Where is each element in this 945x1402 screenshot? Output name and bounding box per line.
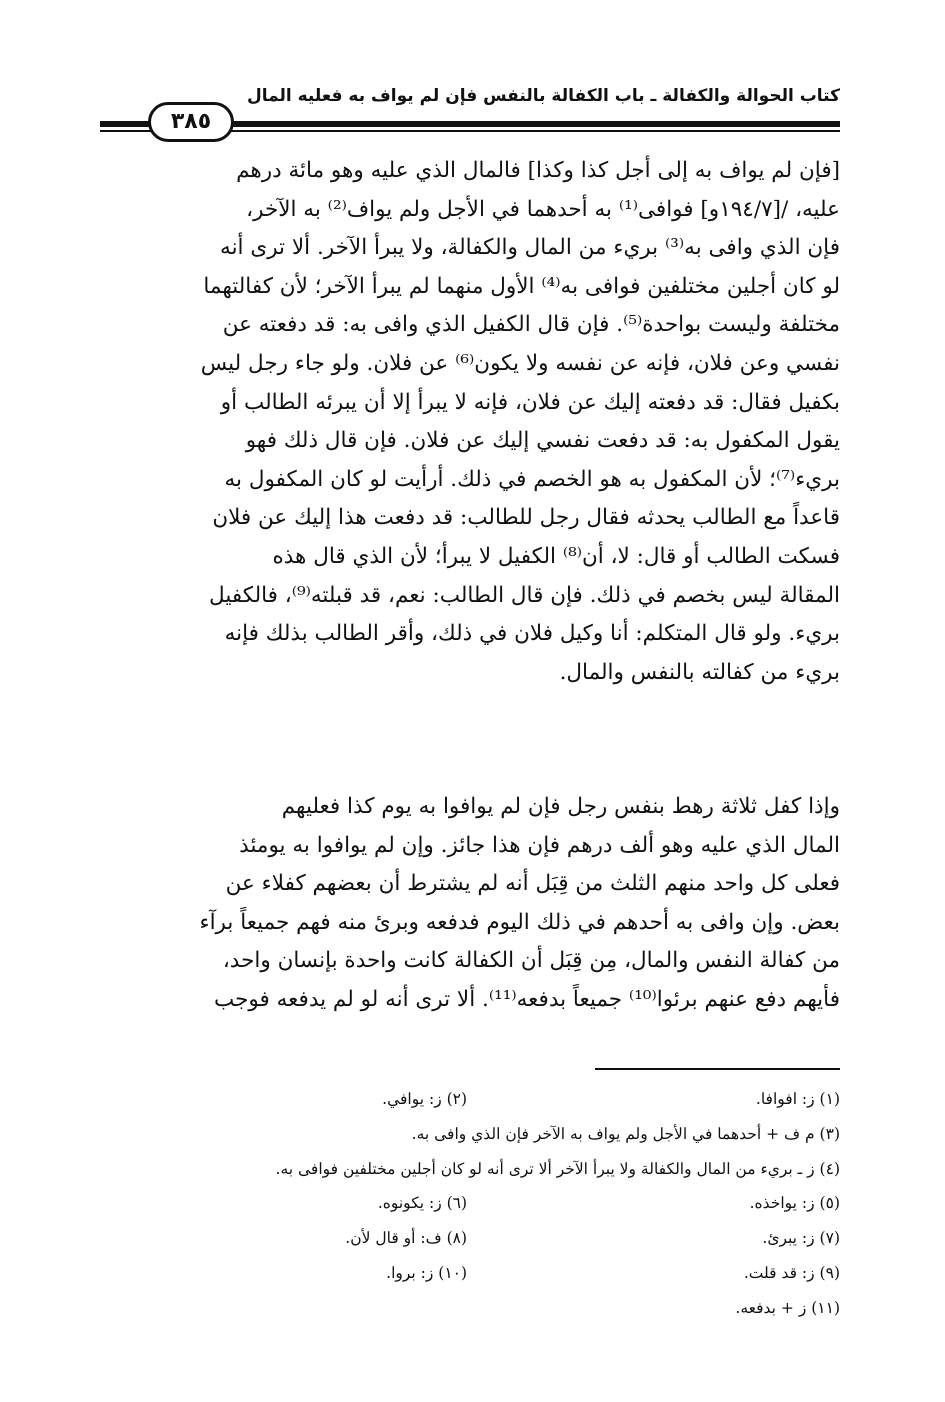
page-number: ٣٨٥ [148,102,234,142]
text-line: مختلفة وليست بواحدة⁽⁵⁾. فإن قال الكفيل الذي وافى به: قد دفعته عن [222,312,840,338]
text-line: بريء من كفالته بالنفس والمال. [559,659,840,685]
text-line: فأيهم دفع عنهم برئوا⁽¹⁰⁾ جميعاً بدفعه⁽¹¹⁾. ألا ترى أنه لو لم يدفعه فوجب [214,986,840,1012]
footnote-8: (٨) ف: أو قال لأن. [345,1229,468,1248]
footnote-row [100,1152,840,1187]
text-line: وإذا كفل ثلاثة رهط بنفس رجل فإن لم يوافوا به يوم كذا فعليهم [281,794,840,819]
text-line: يقول المكفول به: قد دفعت نفسي إليك عن فلان. فإن قال ذلك فهو [245,428,840,454]
running-title: كتاب الحوالة والكفالة ـ باب الكفالة بالنفس فإن لم يواف به فعليه المال [246,86,840,106]
text-line: قاعداً مع الطالب يحدثه فقال رجل للطالب: قد دفعت هذا إليك عن فلان [212,505,840,531]
text-line: بريء. ولو قال المتكلم: أنا وكيل فلان في ذلك، وأقر الطالب بذلك فإنه [224,621,840,647]
footnote-row [100,1117,840,1152]
footnote-5: (٥) ز: يواخذه. [749,1194,840,1213]
text-line: نفسي وعن فلان، فإنه عن نفسه ولا يكون⁽⁶⁾ عن فلان. ولو جاء رجل ليس [200,350,840,376]
text-line: لو كان أجلين مختلفين فوافى به⁽⁴⁾ الأول منهما لم يبرأ الآخر؛ لأن كفالتهما [203,273,840,299]
text-line: عليه، /[١٩٤/٧و] فوافى⁽¹⁾ به أحدهما في الأجل ولم يواف⁽²⁾ به الآخر، [246,196,840,222]
paragraph-1 [108,152,840,692]
text-line: بريء⁽⁷⁾؛ لأن المكفول به هو الخصم في ذلك. أرأيت لو كان المكفول به [224,466,840,492]
footnote-7: (٧) ز: يبرئ. [762,1229,840,1248]
footnote-2: (٢) ز: يوافي. [382,1090,468,1108]
footnote-4: (٤) ز ـ بريء من المال والكفالة ولا يبرأ الآخر ألا ترى أنه لو كان أجلين مختلفين فوافى به. [275,1159,840,1178]
footnotes [100,1082,840,1326]
text-line: [فإن لم يواف به إلى أجل كذا وكذا] فالمال الذي عليه وهو مائة درهم [236,158,840,183]
text-line: بكفيل فقال: قد دفعته إليك عن فلان، فإنه لا يبرأ إلا أن يبرئه الطالب أو [220,389,840,415]
footnote-row [100,1291,840,1326]
footnote-6: (٦) ز: يكونوه. [377,1194,468,1213]
footnote-9: (٩) ز: قد قلت. [743,1263,840,1282]
footnote-3: (٣) م ف + أحدهما في الأجل ولم يواف به الآخر فإن الذي وافى به. [411,1124,840,1143]
footnote-1: (١) ز: افوافا. [755,1090,840,1108]
footnote-row [100,1256,840,1291]
footnote-row [100,1221,840,1256]
footnote-row [100,1186,840,1221]
text-line: من كفالة النفس والمال، مِن قِبَل أن الكفالة كانت واحدة بإنسان واحد، [222,948,840,974]
paragraph-2 [108,788,840,1020]
text-line: المال الذي عليه وهو ألف درهم فإن هذا جائز. وإن لم يوافوا به يومئذ [239,832,840,858]
text-line: بعض. وإن وافى به أحدهم في ذلك اليوم فدفعه وبرئ منه فهم جميعاً برآء [199,909,840,935]
text-line: المقالة ليس بخصم في ذلك. فإن قال الطالب: نعم، قد قبلته⁽⁹⁾، فالكفيل [209,582,840,608]
text-line: فسكت الطالب أو قال: لا، أن⁽⁸⁾ الكفيل لا يبرأ؛ لأن الذي قال هذه [272,543,840,569]
footnote-10: (١٠) ز: بروا. [386,1263,468,1282]
footnote-11: (١١) ز + بدفعه. [735,1298,840,1317]
footnote-separator [595,1068,840,1070]
text-line: فعلى كل واحد منهم الثلث من قِبَل أنه لم يشترط أن بعضهم كفلاء عن [225,871,840,897]
footnote-row [100,1082,840,1117]
text-line: فإن الذي وافى به⁽³⁾ بريء من المال والكفالة، ولا يبرأ الآخر. ألا ترى أنه [220,235,840,261]
